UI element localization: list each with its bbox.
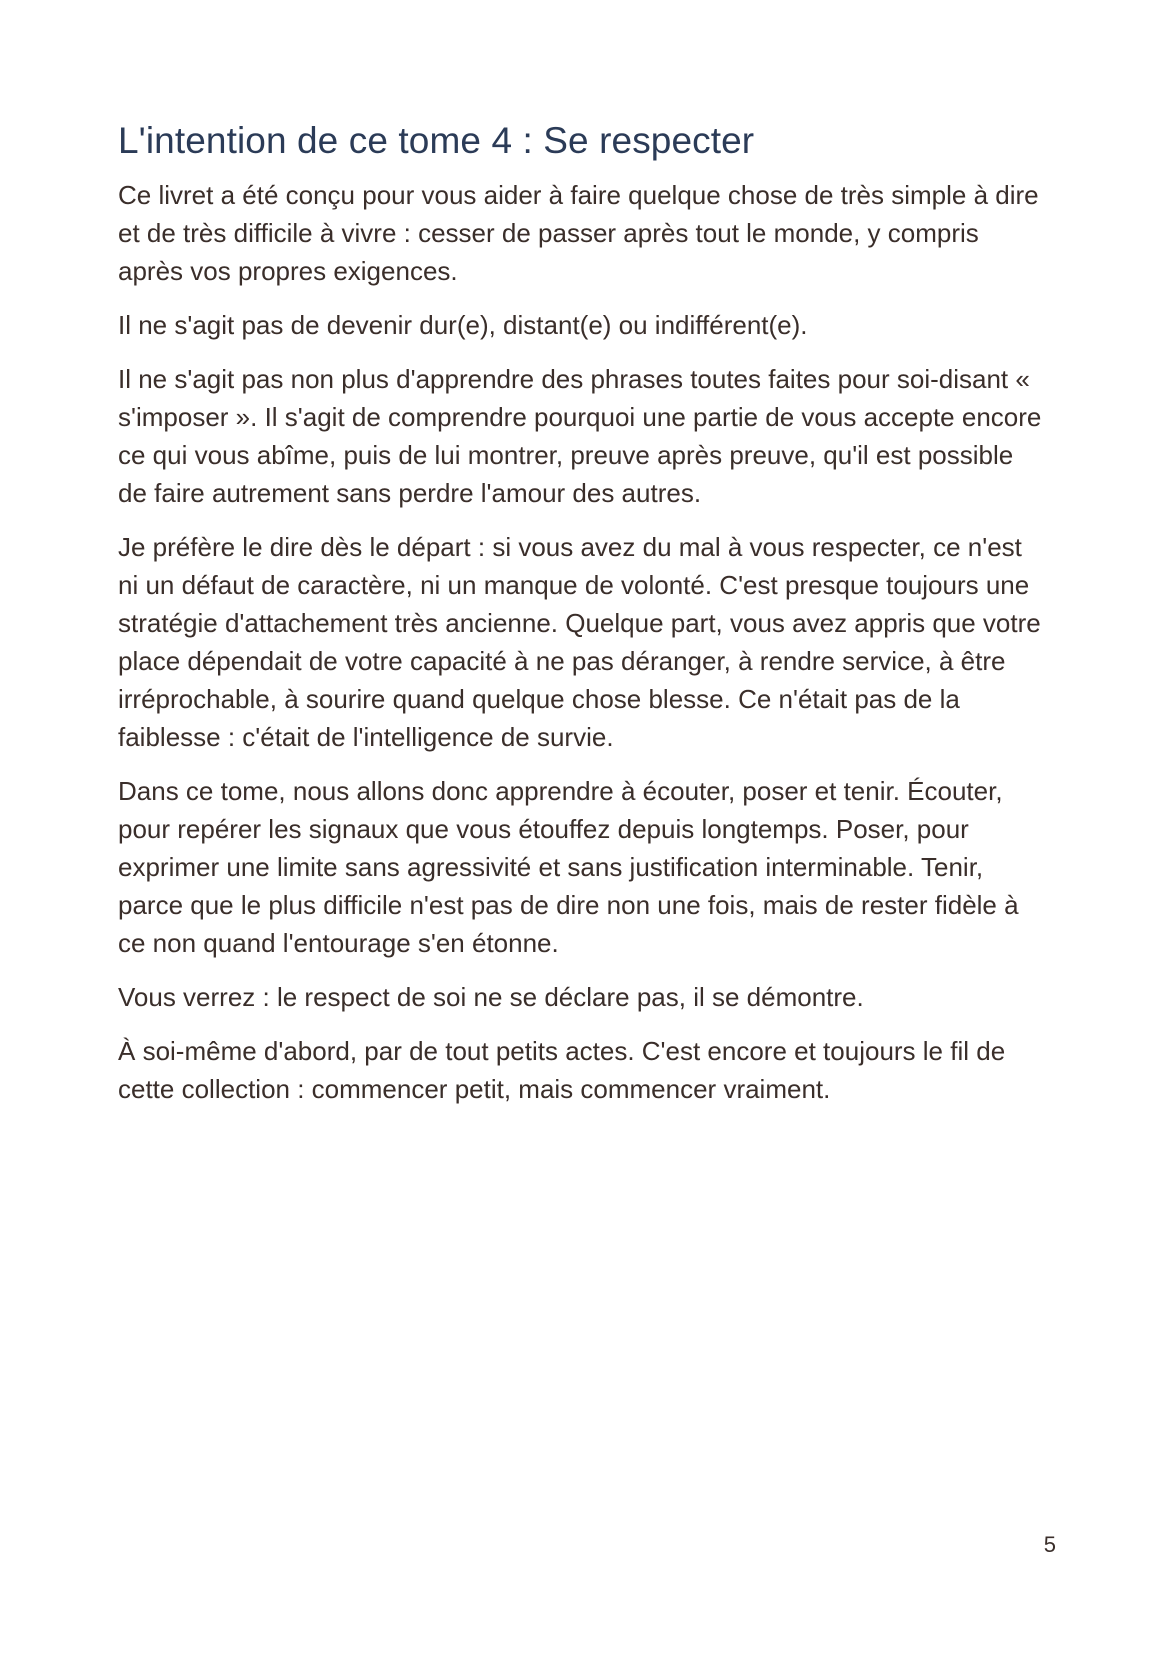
- paragraph-not-hard: Il ne s'agit pas de devenir dur(e), distant(e) ou indifférent(e).: [118, 310, 808, 340]
- paragraph-intro: Ce livret a été conçu pour vous aider à faire quelque chose de très simple à dire et de très difficile à vivre : cesser de passer après tout le monde, y compris après vos propres exigences.: [118, 180, 1039, 286]
- paragraph-attachment-strategy: Je préfère le dire dès le départ : si vous avez du mal à vous respecter, ce n'est ni un défaut de caractère, ni un manque de volonté. C'est presque toujours une stratégie d'attachement très ancienne. Quelque part, vous avez appris que votre place dépendait de votre capacité à ne pas déranger, à rendre service, à être irréprochable, à sourire quand quelque chose blesse. Ce n'était pas de la faiblesse : c'était de l'intelligence de survie.: [118, 532, 1041, 752]
- page-number: 5: [1043, 1532, 1056, 1557]
- page-content: [118, 118, 1048, 1124]
- paragraph-self-respect: Vous verrez : le respect de soi ne se déclare pas, il se démontre.: [118, 982, 864, 1012]
- paragraph-small-acts: À soi-même d'abord, par de tout petits actes. C'est encore et toujours le fil de cette collection : commencer petit, mais commencer vraiment.: [118, 1036, 1006, 1104]
- paragraph-not-phrases: Il ne s'agit pas non plus d'apprendre des phrases toutes faites pour soi-disant « s'imposer ». Il s'agit de comprendre pourquoi une partie de vous accepte encore ce qui vous abîme, puis de lui montrer, preuve après preuve, qu'il est possible de faire autrement sans perdre l'amour des autres.: [118, 364, 1042, 508]
- paragraph-listen-set-hold: Dans ce tome, nous allons donc apprendre à écouter, poser et tenir. Écouter, pour repérer les signaux que vous étouffez depuis longtemps. Poser, pour exprimer une limite sans agressivité et sans justification interminable. Tenir, parce que le plus difficile n'est pas de dire non une fois, mais de rester fidèle à ce non quand l'entourage s'en étonne.: [118, 776, 1019, 958]
- page-title: L'intention de ce tome 4 : Se respecter: [118, 120, 755, 161]
